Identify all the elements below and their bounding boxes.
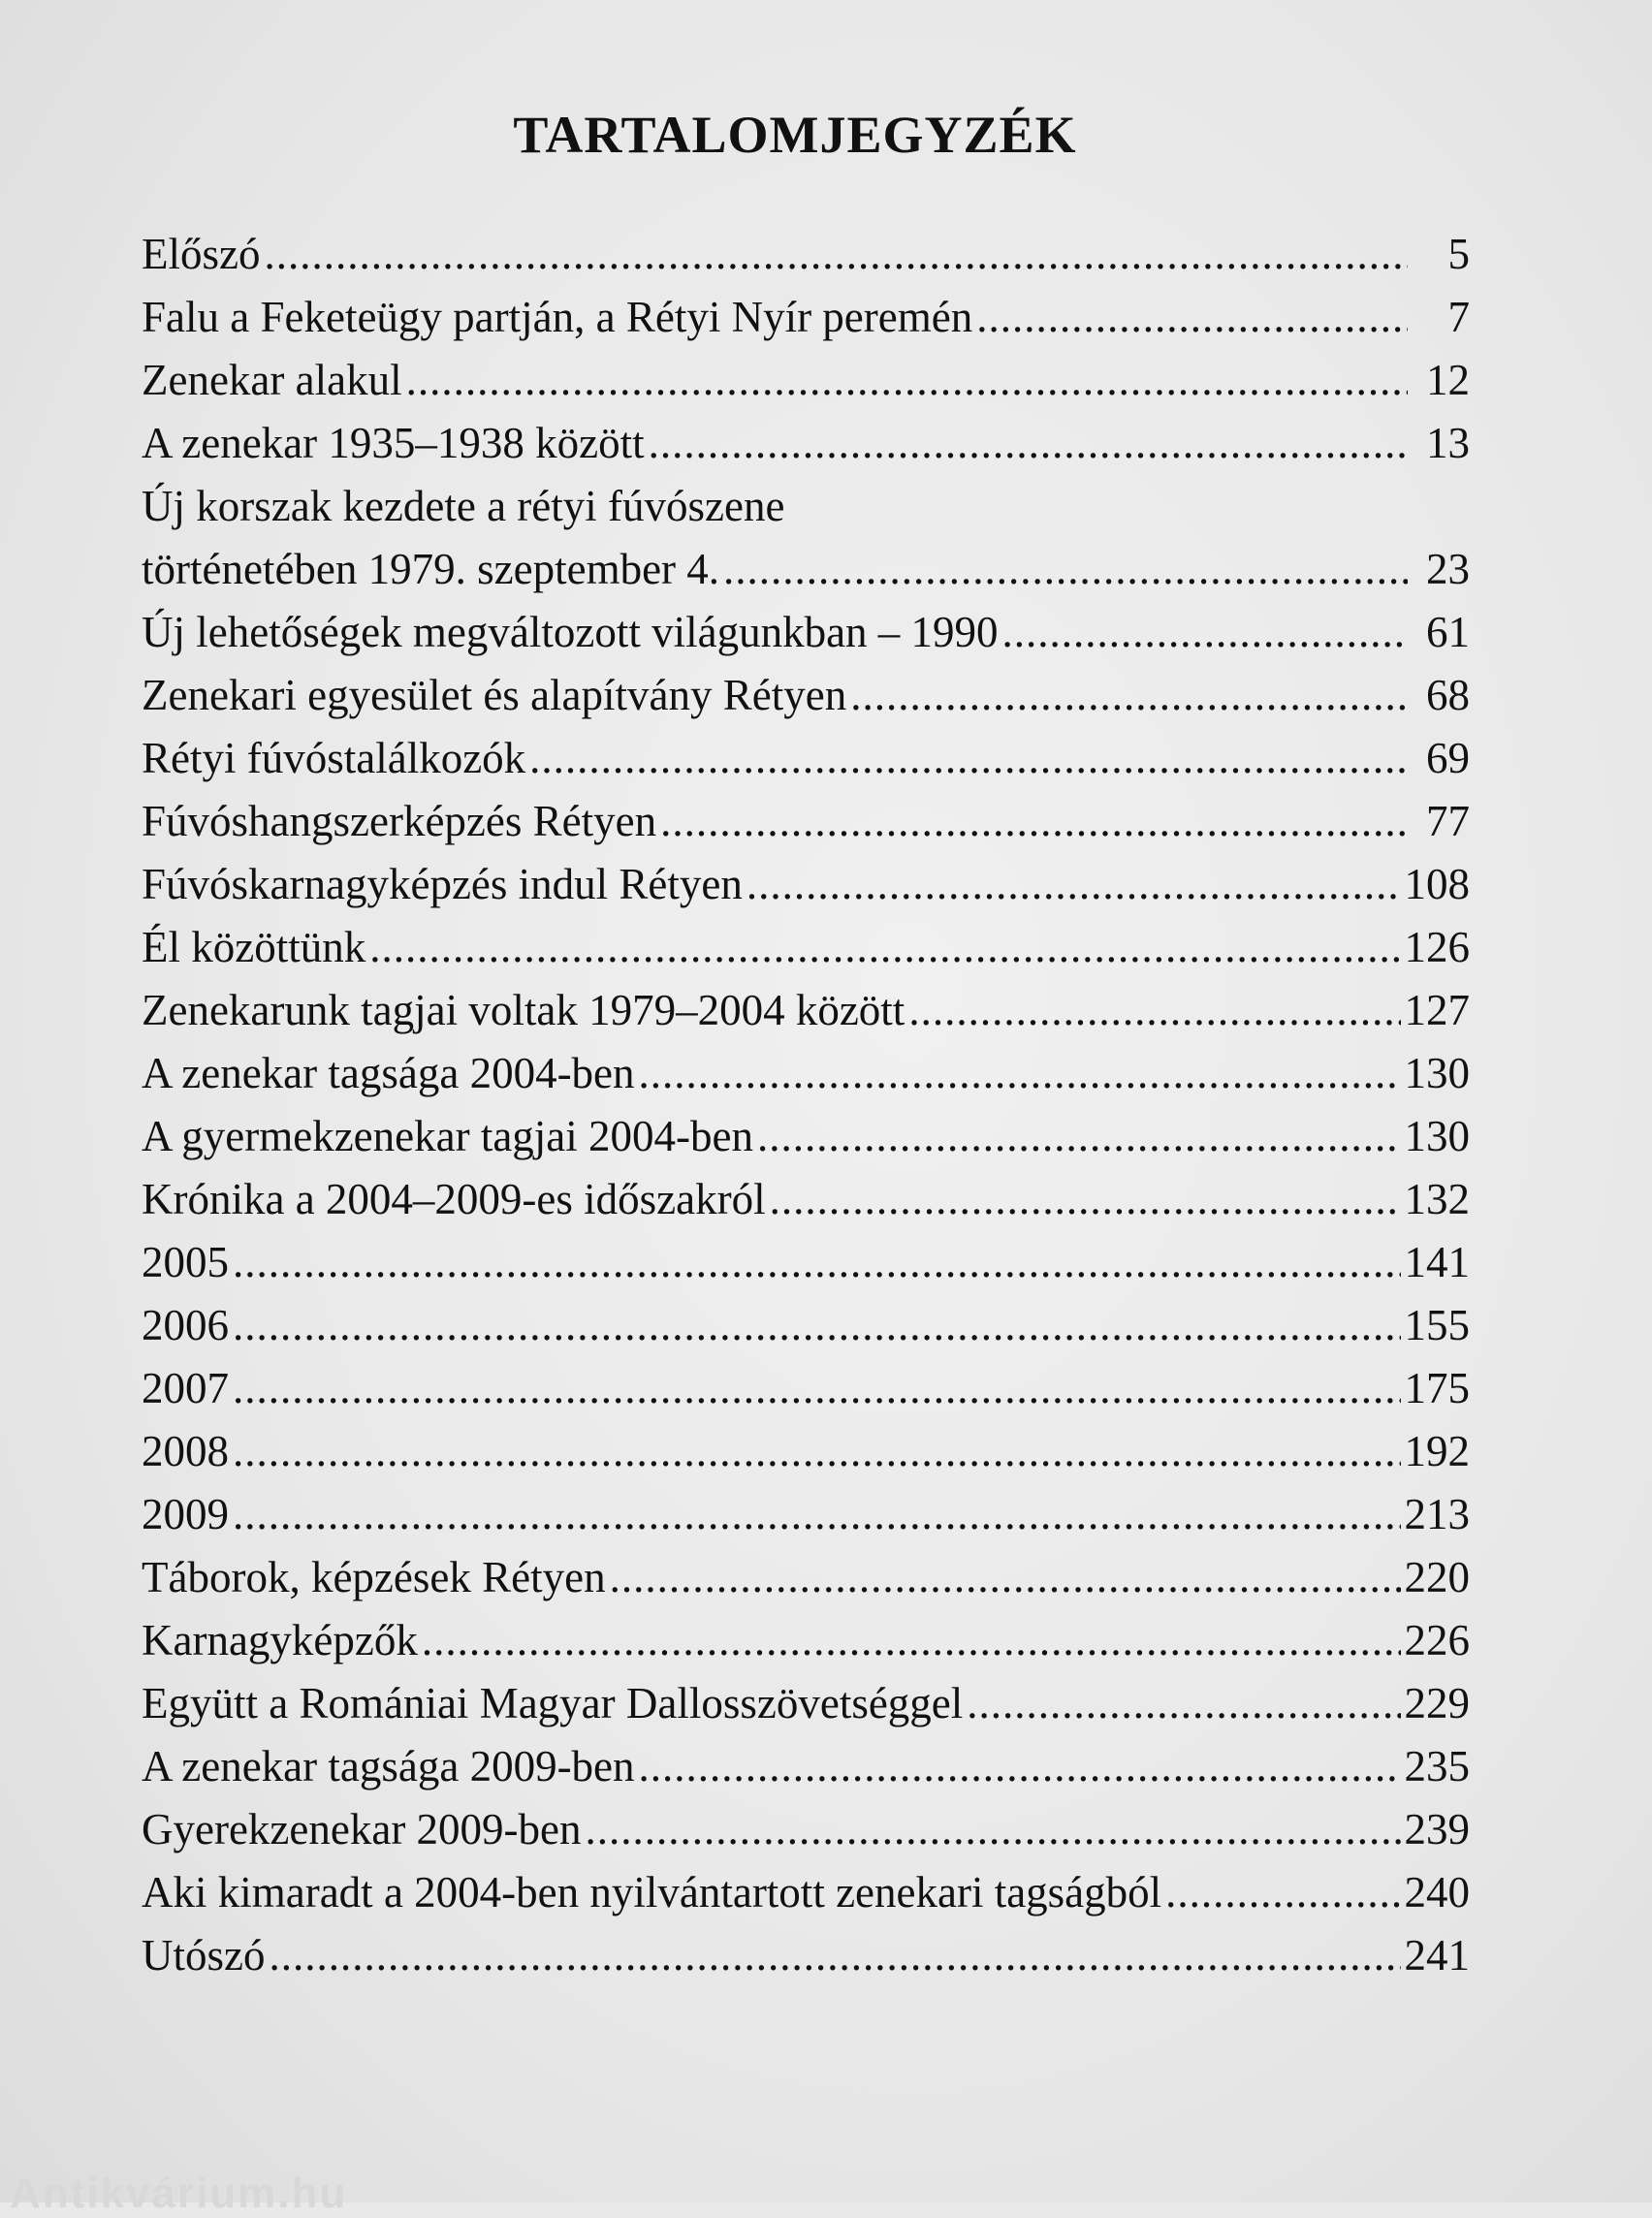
toc-entry-title: A zenekar tagsága 2004-ben <box>142 1049 635 1097</box>
toc-entry-page: 235 <box>1404 1742 1470 1790</box>
toc-entry-page: 12 <box>1426 356 1470 404</box>
leader-dots <box>422 1609 1401 1672</box>
toc-entry-title: Fúvóskarnagyképzés indul Rétyen <box>142 860 743 908</box>
leader-dots <box>747 853 1401 916</box>
toc-entry-page: 68 <box>1426 671 1470 719</box>
toc-entry <box>142 1924 1470 1987</box>
toc-entry-title: 2006 <box>142 1301 229 1349</box>
toc-entry-page: 77 <box>1426 797 1470 845</box>
toc-entry <box>142 727 1470 790</box>
toc-entry <box>142 1168 1470 1231</box>
leader-dots <box>406 349 1408 412</box>
toc-entry <box>142 601 1470 664</box>
toc-entry-page: 13 <box>1426 419 1470 467</box>
toc-entry <box>142 916 1470 979</box>
toc-entry-title: Gyerekzenekar 2009-ben <box>142 1805 582 1854</box>
leader-dots <box>660 790 1408 853</box>
toc-entry <box>142 1042 1470 1105</box>
toc-entry-title: Zenekarunk tagjai voltak 1979–2004 között <box>142 986 905 1034</box>
toc-entry <box>142 538 1470 601</box>
leader-dots <box>1165 1861 1400 1924</box>
toc-entry <box>142 1357 1470 1420</box>
toc-entry-page: 23 <box>1426 545 1470 593</box>
toc-entry-title: A gyermekzenekar tagjai 2004-ben <box>142 1112 753 1160</box>
toc-entry-title: Utószó <box>142 1931 266 1980</box>
leader-dots <box>233 1357 1401 1420</box>
leader-dots <box>610 1546 1401 1609</box>
leader-dots <box>529 727 1408 790</box>
toc-entry-title: Táborok, képzések Rétyen <box>142 1553 606 1601</box>
page-title: TARTALOMJEGYZÉK <box>513 106 1077 164</box>
leader-dots <box>967 1672 1400 1735</box>
toc-entry-page: 175 <box>1404 1364 1470 1412</box>
toc-entry <box>142 349 1470 412</box>
toc-entry <box>142 1672 1470 1735</box>
leader-dots <box>270 1924 1401 1987</box>
toc-entry <box>142 1231 1470 1294</box>
toc-entry-title: Krónika a 2004–2009-es időszakról <box>142 1175 766 1223</box>
toc-entry <box>142 790 1470 853</box>
toc-entry-title: Karnagyképzők <box>142 1616 418 1664</box>
toc-entry <box>142 1483 1470 1546</box>
toc-entry-title: Új korszak kezdete a rétyi fúvószene <box>142 482 785 530</box>
toc-entry <box>142 979 1470 1042</box>
leader-dots <box>908 979 1400 1042</box>
toc-entry <box>142 1546 1470 1609</box>
toc-entry <box>142 223 1470 286</box>
toc-entry-page: 132 <box>1404 1175 1470 1223</box>
table-of-contents <box>142 223 1470 1987</box>
toc-entry <box>142 1105 1470 1168</box>
leader-dots <box>369 916 1400 979</box>
toc-entry-title: A zenekar tagsága 2009-ben <box>142 1742 635 1790</box>
toc-entry <box>142 853 1470 916</box>
toc-entry-page: 213 <box>1404 1490 1470 1538</box>
leader-dots <box>1002 601 1408 664</box>
toc-entry-page: 130 <box>1404 1112 1470 1160</box>
toc-entry-title: Aki kimaradt a 2004-ben nyilvántartott zenekari tagságból <box>142 1868 1162 1917</box>
toc-entry-page: 229 <box>1404 1679 1470 1727</box>
toc-entry-title: 2009 <box>142 1490 229 1538</box>
toc-entry <box>142 1735 1470 1798</box>
toc-entry-page: 130 <box>1404 1049 1470 1097</box>
leader-dots <box>233 1483 1401 1546</box>
leader-dots <box>976 286 1408 349</box>
toc-entry <box>142 1798 1470 1861</box>
toc-entry-title: 2007 <box>142 1364 229 1412</box>
toc-entry-title: A zenekar 1935–1938 között <box>142 419 645 467</box>
leader-dots <box>639 1735 1401 1798</box>
toc-entry <box>142 286 1470 349</box>
toc-entry-page: 155 <box>1404 1301 1470 1349</box>
toc-entry <box>142 1294 1470 1357</box>
toc-entry-page: 239 <box>1404 1805 1470 1854</box>
toc-entry-title: Rétyi fúvóstalálkozók <box>142 734 526 782</box>
leader-dots <box>639 1042 1401 1105</box>
leader-dots <box>649 412 1408 475</box>
toc-entry-title: Fúvóshangszerképzés Rétyen <box>142 797 657 845</box>
toc-entry-page: 126 <box>1404 923 1470 971</box>
toc-entry-first-line <box>142 475 1470 538</box>
toc-entry-page: 220 <box>1404 1553 1470 1601</box>
toc-entry-page: 241 <box>1404 1931 1470 1980</box>
toc-entry <box>142 1609 1470 1672</box>
toc-entry-page: 61 <box>1426 608 1470 656</box>
leader-dots <box>586 1798 1401 1861</box>
toc-entry <box>142 664 1470 727</box>
toc-entry-title: Együtt a Romániai Magyar Dallosszövetséggel <box>142 1679 964 1727</box>
toc-entry-title: Új lehetőségek megváltozott világunkban – 1990 <box>142 608 999 656</box>
toc-entry-page: 226 <box>1404 1616 1470 1664</box>
leader-dots <box>757 1105 1401 1168</box>
toc-entry-title: 2005 <box>142 1238 229 1286</box>
leader-dots <box>770 1168 1401 1231</box>
toc-entry-title: Él közöttünk <box>142 923 366 971</box>
toc-entry-title-continued: történetében 1979. szeptember 4. <box>142 545 720 593</box>
toc-entry-page: 7 <box>1447 293 1470 341</box>
toc-entry-page: 69 <box>1426 734 1470 782</box>
toc-entry-page: 108 <box>1404 860 1470 908</box>
leader-dots <box>723 538 1408 601</box>
watermark: Antikvárium.hu <box>10 2170 348 2217</box>
toc-entry-title: Zenekar alakul <box>142 356 402 404</box>
toc-entry-page: 127 <box>1404 986 1470 1034</box>
toc-entry <box>142 1420 1470 1483</box>
toc-entry <box>142 1861 1470 1924</box>
leader-dots <box>233 1294 1401 1357</box>
leader-dots <box>264 223 1408 286</box>
toc-entry-title: Előszó <box>142 230 261 278</box>
leader-dots <box>233 1420 1401 1483</box>
leader-dots <box>233 1231 1401 1294</box>
toc-entry-page: 240 <box>1404 1868 1470 1917</box>
toc-entry-page: 141 <box>1404 1238 1470 1286</box>
toc-entry <box>142 412 1470 475</box>
toc-entry-page: 192 <box>1404 1427 1470 1475</box>
toc-entry-title: Zenekari egyesület és alapítvány Rétyen <box>142 671 847 719</box>
toc-entry-title: 2008 <box>142 1427 229 1475</box>
leader-dots <box>850 664 1408 727</box>
toc-entry-title: Falu a Feketeügy partján, a Rétyi Nyír peremén <box>142 293 973 341</box>
toc-entry-page: 5 <box>1447 230 1470 278</box>
